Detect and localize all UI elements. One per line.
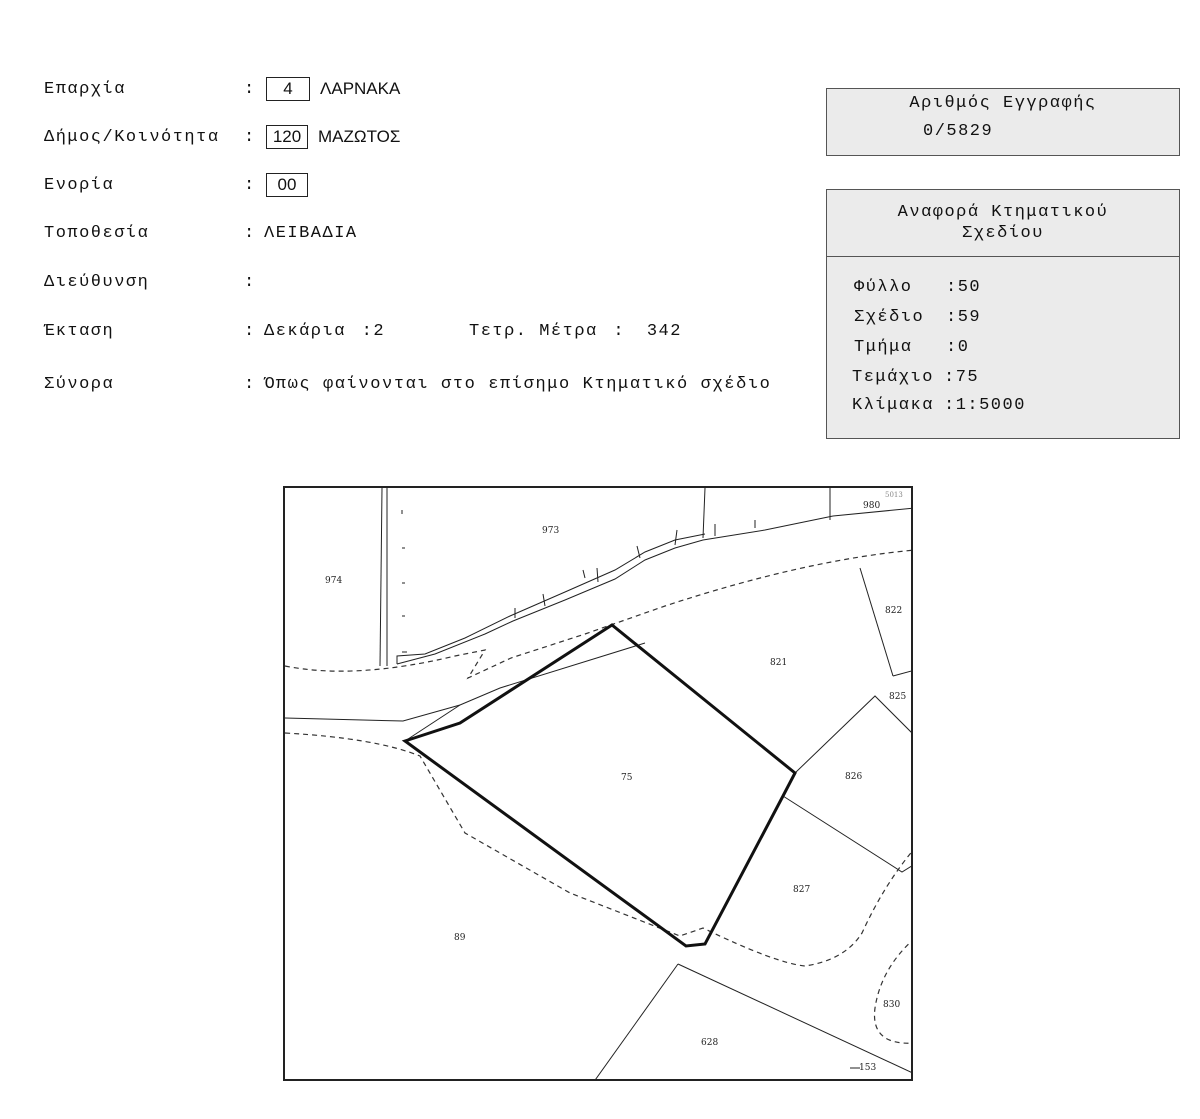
metra-label: Τετρ. Μέτρα [469,322,598,341]
plan-item-tmima [854,338,969,357]
synora-value: Όπως φαίνονται στο επίσημο Κτηματικό σχέδιο [264,375,772,394]
dimos-label: Δήμος/Κοινότητα [44,128,220,147]
parcel-label-821: 821 [770,658,788,668]
colon: : [244,224,256,243]
colon: : [244,273,256,292]
parcel-label-980: 980 [863,501,881,511]
divider [827,256,1179,257]
colon: : [244,128,256,147]
dashed-boundary [875,938,914,1043]
map-drawing [285,488,913,1081]
road-edge [397,516,833,664]
plan-reference-title-1: Αναφορά Κτηματικού [897,203,1109,222]
plan-item-label: Φύλλο [854,278,913,297]
enoria-label: Ενορία [44,176,115,195]
plan-item-value: :0 [946,338,970,357]
plan-reference-header [827,190,1179,256]
parcel-label-826: 826 [845,772,863,782]
corner-mark: 5013 [885,491,903,499]
colon: : [244,176,256,195]
ektasi-label: Έκταση [44,322,115,341]
plan-item-value: :50 [946,278,982,297]
subject-parcel-outline [405,625,795,946]
tick-marks [402,510,407,652]
colon: : [613,322,626,341]
boundary-line [593,964,678,1081]
boundary-line [893,670,913,676]
dashed-road-edge [285,733,913,966]
plan-reference-panel [826,189,1180,439]
topothesia-value: ΛΕΙΒΑΔΙΑ [264,224,358,243]
boundary-line [860,568,893,676]
dimos-code: 120 [266,125,308,149]
colon: : [244,322,256,341]
plan-item-schedio [854,308,981,327]
boundary-line [795,696,913,773]
eparchia-code: 4 [266,77,310,101]
eparchia-label: Επαρχία [44,80,126,99]
dieuthynsi-label: Διεύθυνση [44,273,150,292]
boundary-line [783,796,913,872]
enoria-code: 00 [266,173,308,197]
boundary-line [678,964,913,1074]
registration-panel [826,88,1180,156]
parcel-label-825: 825 [889,692,907,702]
plan-item-label: Σχέδιο [854,308,925,327]
registration-number: 0/5829 [923,122,994,141]
colon: : [361,322,374,341]
parcel-label-974: 974 [325,576,343,586]
dashed-road-edge [285,550,913,678]
parcel-label-89: 89 [454,933,466,943]
plan-reference-title-2: Σχεδίου [962,224,1044,243]
parcel-label-830: 830 [883,1000,901,1010]
plan-item-label: Τμήμα [854,338,913,357]
parcel-label-973: 973 [542,526,560,536]
parcel-label-153: 153 [859,1063,877,1073]
eparchia-name: ΛΑΡΝΑΚΑ [320,79,401,98]
plan-item-value: :1:5000 [944,396,1026,415]
cadastral-map [283,486,913,1081]
registration-title: Αριθμός Εγγραφής [909,94,1097,113]
plan-item-label: Τεμάχιο [852,368,934,387]
plan-item-label: Κλίμακα [852,396,934,415]
dimos-name: ΜΑΖΩΤΟΣ [318,127,401,146]
parcel-label-827: 827 [793,885,811,895]
plan-item-value: :59 [946,308,982,327]
plan-item-klimaka [852,396,1026,415]
dekaria-value: 2 [373,322,386,341]
plan-item-fyllo [854,278,981,297]
boundary-line [380,488,382,666]
dekaria-label: Δεκάρια [264,322,346,341]
plan-item-temachio [852,368,979,387]
parcel-label-822: 822 [885,606,903,616]
metra-value: 342 [646,322,682,341]
road-line [285,643,645,721]
parcel-label-628: 628 [701,1038,719,1048]
parcel-label-75: 75 [621,773,633,783]
road-line [405,705,460,741]
synora-label: Σύνορα [44,375,115,394]
colon: : [244,80,256,99]
colon: : [244,375,256,394]
topothesia-label: Τοποθεσία [44,224,150,243]
plan-item-value: :75 [944,368,980,387]
